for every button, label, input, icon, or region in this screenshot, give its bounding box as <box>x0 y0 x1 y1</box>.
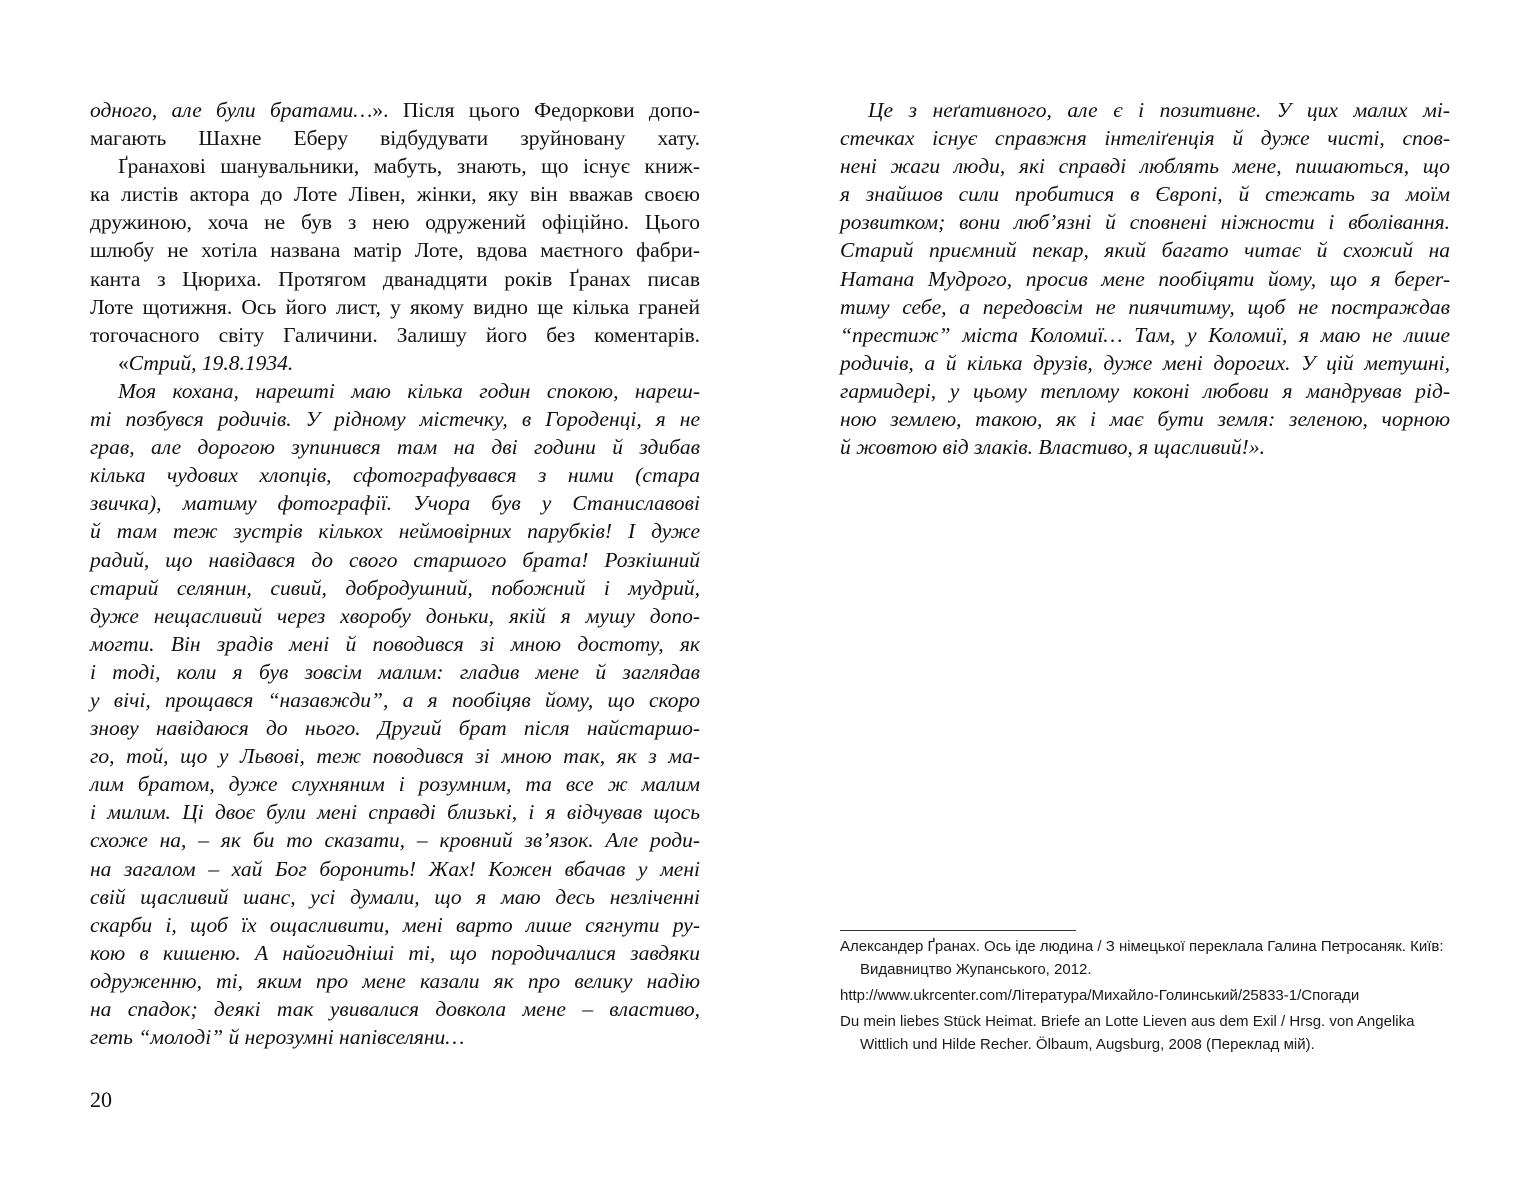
text-line: лим братом, дуже слухняним і розумним, та все ж малим <box>90 772 700 797</box>
text-line: знову навідаюся до нього. Другий брат після найстаршо- <box>90 716 700 741</box>
text-line: і милим. Ці двоє були мені справді близькі, і я відчував щось <box>90 800 700 825</box>
text-line: скарби і, щоб їх ощасливити, мені варто лише сягнути ру- <box>90 912 700 937</box>
text-line: дуже нещасливий через хворобу доньки, якій я мушу допо- <box>90 603 700 628</box>
page-number: 20 <box>90 1087 112 1112</box>
text-line: Моя кохана, нарешті маю кілька годин спокою, нареш- <box>118 378 700 403</box>
text-line: дружиною, хоча не був з нею одружений офіційно. Цього <box>90 210 700 235</box>
text-line: розвитком; вони люб’язні й сповнені ніжности і вболівання. <box>840 210 1450 235</box>
text-line: тиму себе, а передовсім не пиячитиму, щоб не постраждав <box>840 294 1450 319</box>
text-line: на загалом – хай Бог боронить! Жах! Кожен вбачав у мені <box>90 856 700 881</box>
text-line: шлюбу не хотіла названа матір Лоте, вдова маєтного фабри- <box>90 238 700 263</box>
text-line: стечках існує справжня інтеліґенція й дуже чисті, спов- <box>840 126 1450 151</box>
text-line: схоже на, – як би то сказати, – кровний зв’язок. Але роди- <box>90 828 700 853</box>
text-line: кілька чудових хлопців, сфотографувався з ними (стара <box>90 463 700 488</box>
text-line: Натана Мудрого, просив мене пообіцяти йому, що я береr- <box>840 266 1450 291</box>
footnote-continuation: Wittlich und Hilde Recher. Ölbaum, Augsburg, 2008 (Переклад мій). <box>860 1036 1315 1053</box>
footnote <box>840 1010 1450 1056</box>
text-line: свій щасливий шанс, усі думали, що я маю десь незліченні <box>90 884 700 909</box>
text-line: могти. Він зрадів мені й поводився зі мною достоту, як <box>90 631 700 656</box>
text-line: канта з Цюриха. Протягом дванадцяти років Ґранах писав <box>90 266 700 291</box>
right-page-text <box>840 96 1450 461</box>
quote-fragment: одного, але були братами… <box>90 98 373 122</box>
text-line: магають Шахне Еберу відбудувати зруйновану хату. <box>90 126 700 151</box>
text-line: “престиж” міста Коломиї… Там, у Коломиї, я маю не лише <box>840 322 1450 347</box>
footnote-text: Александер Ґранах. Ось іде людина / З німецької переклала Галина Петросаняк. Київ: <box>840 938 1444 955</box>
text-line: кою в кишеню. А найогидніші ті, що породичалися завдяки <box>90 940 700 965</box>
left-page-text <box>90 96 700 1051</box>
text-line: Старий приємний пекар, який багато читає й схожий на <box>840 238 1450 263</box>
text-line: геть “молоді” й нерозумні напівселяни… <box>90 1025 465 1050</box>
text-line: ті позбувся родичів. У рідному містечку, в Городенці, я не <box>90 407 700 432</box>
text-line: нені жаги люди, які справді люблять мене, пишаються, що <box>840 154 1450 179</box>
text-line: у вічі, прощався “назавжди”, а я пообіцяв йому, що скоро <box>90 687 700 712</box>
text-line: на спадок; деякі так увивалися довкола мене – властиво, <box>90 997 700 1021</box>
footnote <box>840 935 1450 981</box>
text-line: ною землею, такою, як і має бути земля: зеленою, чорною <box>840 407 1450 432</box>
text-line: грав, але дорогою зупинився там на дві години й здибав <box>90 435 700 460</box>
text-line: гармидері, у цьому теплому коконі любови я мандрував рід- <box>840 378 1450 403</box>
text-line <box>90 349 700 377</box>
text-line: і тоді, коли я був зовсім малим: гладив мене й заглядав <box>90 659 700 684</box>
text-line: Лоте щотижня. Ось його лист, у якому видно ще кілька граней <box>90 294 700 319</box>
footnote-separator <box>840 930 1076 931</box>
text-line: радий, що навідався до свого старшого брата! Розкішний <box>90 547 700 572</box>
text-line: Це з неґативного, але є і позитивне. У цих малих мі- <box>868 98 1450 122</box>
text-line: тогочасного світу Галичини. Залишу його без коментарів. <box>90 322 700 347</box>
footnote <box>840 984 1450 1007</box>
footnote-continuation: Видавництво Жупанського, 2012. <box>860 961 1092 978</box>
text-line: я знайшов сили пробитися в Європі, й стежать за моїм <box>840 182 1450 207</box>
text-line: й жовтою від злаків. Властиво, я щасливий!». <box>840 435 1265 460</box>
footnote-text: http://www.ukrcenter.com/Література/Михайло-Голинський/25833-1/Спогади <box>840 987 1360 1004</box>
text-line: звичка), матиму фотографії. Учора був у Станиславові <box>90 491 700 516</box>
text-line: ка листів актора до Лоте Лівен, жінки, яку він вважав своєю <box>90 182 700 207</box>
text-line: старий селянин, сивий, добродушний, побожний і мудрий, <box>90 575 700 600</box>
letter-date: Стрий, 19.8.1934. <box>128 350 294 375</box>
footnote-text: Du mein liebes Stück Heimat. Briefe an Lotte Lieven aus dem Exil / Hrsg. von Angelika <box>840 1013 1415 1030</box>
open-quote: « <box>118 350 129 375</box>
text-line: го, той, що у Львові, теж поводився зі мною так, як з ма- <box>90 744 700 769</box>
footnotes <box>840 935 1450 1059</box>
text-line: одруженню, ті, яким про мене казали як про велику надію <box>90 968 700 993</box>
text-line: й там теж зустрів кількох неймовірних парубків! І дуже <box>90 519 700 544</box>
line-text: ». Після цього Федоркови допо- <box>372 98 700 122</box>
text-line: родичів, а й кілька друзів, дуже мені дорогих. У цій метушні, <box>840 350 1450 375</box>
text-line <box>90 96 700 124</box>
text-line: Ґранахові шанувальники, мабуть, знають, що існує книж- <box>118 154 700 179</box>
